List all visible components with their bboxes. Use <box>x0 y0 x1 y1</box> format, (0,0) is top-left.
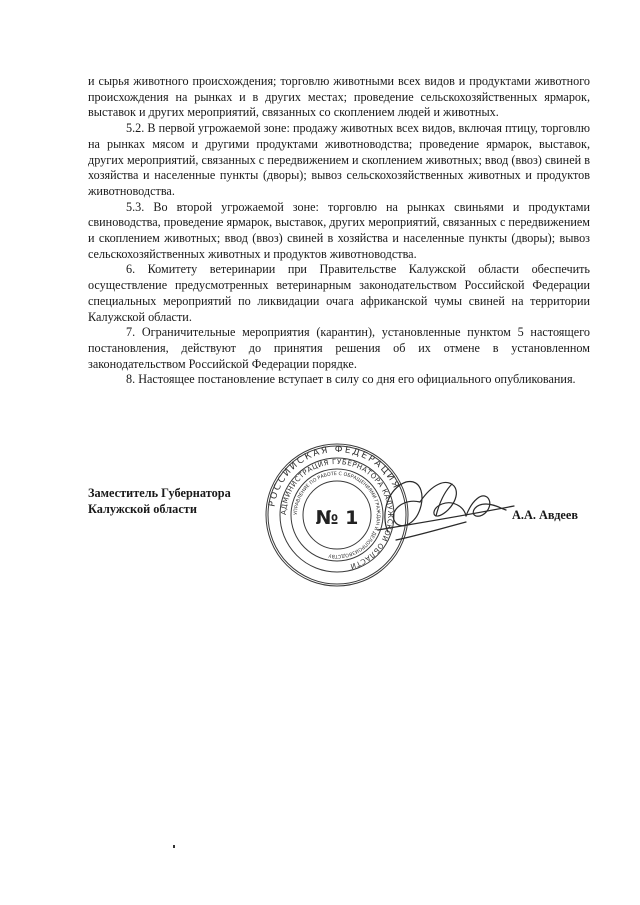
stamp-number: № 1 <box>315 507 359 529</box>
paragraph-continuation: и сырья животного происхождения; торговлю животными всех видов и продуктами животного происхождения на рынках и в других местах; проведение сельскохозяйственных ярмарок, выставок и других мероприятий, связанных со скоплением людей и животных. <box>88 74 590 120</box>
stamp-inner-text: УПРАВЛЕНИЕ ПО РАБОТЕ С ОБРАЩЕНИЯМИ ГРАЖДАН И ДЕЛОПРОИЗВОДСТВУ <box>293 471 381 559</box>
signer-title-line2: Калужской области <box>88 501 197 516</box>
signer-name: А.А. Авдеев <box>512 508 578 522</box>
signer-title <box>88 486 231 517</box>
handwritten-signature <box>376 470 516 560</box>
stamp-middle-text: АДМИНИСТРАЦИЯ ГУБЕРНАТОРА КАЛУЖСКОЙ ОБЛАСТИ <box>279 457 395 571</box>
stamp-outer-text: РОССИЙСКАЯ ФЕДЕРАЦИЯ <box>267 444 402 508</box>
paragraph-5-2: 5.2. В первой угрожаемой зоне: продажу животных всех видов, включая птицу, торговлю на рынках мясом и другими продуктами животноводства; проведение ярмарок, выставок, других мероприятий, связанных с передвижением и скоплением животных; ввод (ввоз) свиней в хозяйства и населенные пункты (дворы); вывоз сельскохозяйственных животных и продуктов животноводства. <box>88 121 590 198</box>
paragraph-6: 6. Комитету ветеринарии при Правительстве Калужской области обеспечить осуществление предусмотренных ветеринарным законодательством Российской Федерации специальных мероприятий по ликвидации очага африканской чумы свиней на территории Калужской области. <box>88 262 590 324</box>
paragraph-5-3: 5.3. Во второй угрожаемой зоне: торговлю на рынках свиньями и продуктами свиноводства, проведение ярмарок, выставок, других мероприятий, связанных с передвижением и скоплением животных; ввод (ввоз) свиней в хозяйства и населенные пункты (дворы); вывоз сельскохозяйственных животных и продуктов животноводства. <box>88 199 590 261</box>
paragraph-8: 8. Настоящее постановление вступает в силу со дня его официального опубликования. <box>126 372 576 387</box>
document-body <box>88 74 590 388</box>
signer-title-line1: Заместитель Губернатора <box>88 486 231 500</box>
paragraph-7: 7. Ограничительные мероприятия (карантин), установленные пунктом 5 настоящего постановления, действуют до принятия решения об их отмене в установленном законодательством Российской Федерации порядке. <box>88 325 590 371</box>
scan-speck <box>173 845 175 848</box>
